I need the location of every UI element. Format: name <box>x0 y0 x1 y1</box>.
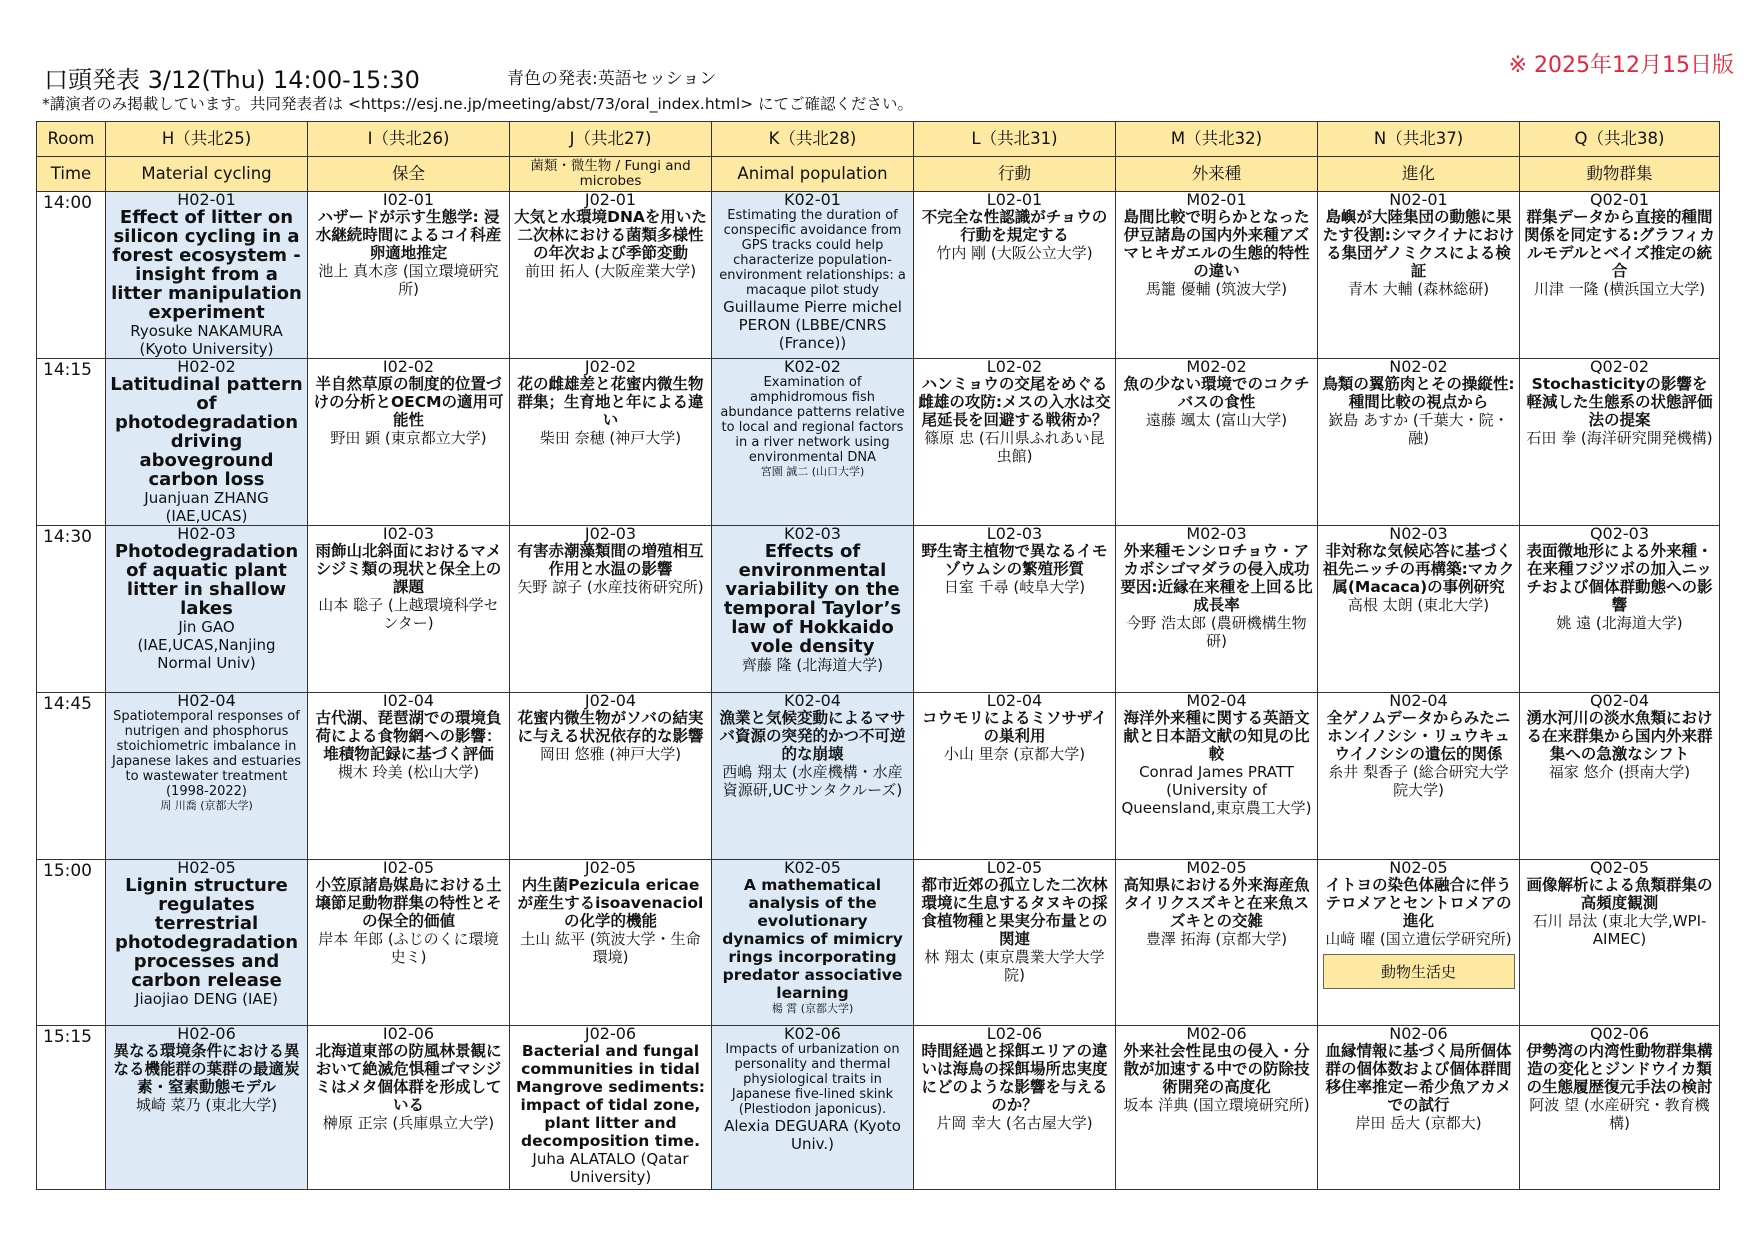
presentation-author: 周 川喬 (京都大学) <box>160 799 253 812</box>
presentation-title: 異なる環境条件における異なる機能群の葉群の最適炭素・窒素動態モデル <box>113 1042 300 1096</box>
presentation-entry <box>1318 693 1519 799</box>
presentation-author: 石川 昂汰 (東北大学,WPI-AIMEC) <box>1532 912 1707 948</box>
presentation-author: 川津 一隆 (横浜国立大学) <box>1533 280 1706 298</box>
presentation-cell <box>712 693 914 860</box>
room-header: K（共北28) <box>712 122 914 157</box>
presentation-id: H02-03 <box>177 525 236 543</box>
presentation-entry <box>1116 860 1317 948</box>
presentation-id: N02-06 <box>1389 1025 1448 1043</box>
presentation-author: 齊藤 隆 (北海道大学) <box>741 656 884 674</box>
presentation-id: N02-05 <box>1389 859 1448 877</box>
presentation-title: 古代湖、琵琶湖での環境負荷による食物網への影響：堆積物記録に基づく評価 <box>315 709 502 763</box>
time-slot: 15:15 <box>37 1026 106 1190</box>
presentation-title: Examination of amphidromous fish abundance patterns relative to local and regional factors in a river network using environmental DNA <box>720 375 905 465</box>
presentation-author: 前田 拓人 (大阪産業大学) <box>524 262 697 280</box>
presentation-entry <box>712 693 913 799</box>
presentation-cell <box>712 526 914 693</box>
presentation-cell <box>914 1026 1116 1190</box>
presentation-author: 土山 紘平 (筑波大学・生命環境) <box>520 930 701 966</box>
presentation-entry <box>308 526 509 632</box>
presentation-id: Q02-05 <box>1589 859 1650 877</box>
presentation-entry <box>106 693 307 812</box>
session-header: 動物群集 <box>1520 157 1720 192</box>
presentation-entry <box>914 860 1115 984</box>
presentation-entry <box>510 693 711 763</box>
presentation-id: J02-01 <box>584 191 637 209</box>
presentation-cell <box>106 1026 308 1190</box>
presentation-id: M02-05 <box>1186 859 1247 877</box>
presentation-title: Spatiotemporal responses of nutrigen and phosphorus stoichiometric imbalance in Japanese lakes and estuaries to wastewater treatment (1998-2022) <box>111 709 302 799</box>
presentation-cell <box>1520 192 1720 359</box>
session-header: Material cycling <box>106 157 308 192</box>
presentation-cell <box>914 192 1116 359</box>
presentation-author: 竹内 剛 (大阪公立大学) <box>936 244 1093 262</box>
presentation-title: Effects of environmental variability on the temporal Taylor’s law of Hokkaido vole density <box>723 541 902 657</box>
presentation-title: 外来種モンシロチョウ・アカボシゴマダラの侵入成功要因:近縁在来種を上回る比成長率 <box>1120 542 1313 614</box>
presentation-id: K02-03 <box>784 525 841 543</box>
presentation-cell <box>106 192 308 359</box>
presentation-cell <box>1116 359 1318 526</box>
presentation-author: 坂本 洋典 (国立環境研究所) <box>1123 1096 1310 1114</box>
presentation-entry <box>1116 359 1317 429</box>
presentation-id: I02-01 <box>382 191 435 209</box>
presentation-cell <box>106 526 308 693</box>
presentation-entry <box>106 192 307 358</box>
presentation-cell <box>510 693 712 860</box>
presentation-title: 小笠原諸島媒島における土壌節足動物群集の特性とその保全的価値 <box>315 876 502 930</box>
presentation-id: N02-02 <box>1389 358 1448 376</box>
presentation-author: Jiaojiao DENG (IAE) <box>135 990 278 1008</box>
presentation-author: 遠藤 颯太 (富山大学) <box>1145 411 1288 429</box>
presentation-title: 魚の少ない環境でのコクチバスの食性 <box>1123 375 1310 411</box>
presentation-cell <box>1116 1026 1318 1190</box>
presentation-cell <box>914 693 1116 860</box>
presentation-entry <box>308 192 509 298</box>
presentation-cell <box>1116 693 1318 860</box>
presentation-author: 槻木 玲美 (松山大学) <box>337 763 480 781</box>
presentation-title: 大気と水環境DNAを用いた二次林における菌類多様性の年次および季節変動 <box>514 208 707 262</box>
room-header-label: Room <box>37 122 106 157</box>
presentation-entry <box>914 192 1115 262</box>
presentation-cell <box>1520 526 1720 693</box>
presentation-title: 半自然草原の制度的位置づけの分析とOECMの適用可能性 <box>313 375 504 429</box>
presentation-id: H02-02 <box>177 358 236 376</box>
presentation-title: Latitudinal pattern of photodegradation driving aboveground carbon loss <box>110 374 303 490</box>
presentation-id: K02-04 <box>784 692 841 710</box>
presentation-author: Jin GAO (IAE,UCAS,Nanjing Normal Univ) <box>137 618 276 672</box>
presentation-cell <box>1116 526 1318 693</box>
presentation-title: 花蜜内微生物がソバの結実に与える状況依存的な影響 <box>517 709 704 745</box>
presentation-cell <box>1318 526 1520 693</box>
presentation-cell <box>1520 1026 1720 1190</box>
presentation-id: Q02-04 <box>1589 692 1650 710</box>
presentation-cell <box>510 192 712 359</box>
presentation-id: H02-05 <box>177 859 236 877</box>
presentation-id: K02-05 <box>784 859 841 877</box>
presentation-cell <box>308 1026 510 1190</box>
presentation-entry <box>308 359 509 447</box>
presentation-id: J02-04 <box>584 692 637 710</box>
presentation-author: 姚 遠 (北海道大学) <box>1556 614 1683 632</box>
presentation-author: 林 翔太 (東京農業大学大学院) <box>924 948 1105 984</box>
presentation-title: 表面微地形による外来種・在来種フジツボの加入ニッチおよび個体群動態への影響 <box>1526 542 1713 614</box>
presentation-cell <box>510 359 712 526</box>
presentation-cell <box>712 860 914 1026</box>
presentation-id: Q02-01 <box>1589 191 1650 209</box>
presentation-id: I02-06 <box>382 1025 435 1043</box>
presentation-title: A mathematical analysis of the evolutionary dynamics of mimicry rings incorporating predator associative learning <box>722 876 903 1002</box>
presentation-cell <box>1520 359 1720 526</box>
presentation-author: Conrad James PRATT (University of Queensland,東京農工大学) <box>1121 763 1312 817</box>
presentation-author: 岸田 岳大 (京都大) <box>1355 1114 1482 1132</box>
presentation-entry <box>712 526 913 674</box>
presentation-author: 岸本 年郎 (ふじのくに環境史ミ) <box>318 930 499 966</box>
presentation-title: 伊勢湾の内湾性動物群集構造の変化とジンドウイカ類の生態履歴復元手法の検討 <box>1526 1042 1713 1096</box>
presentation-author: 西嶋 翔太 (水産機構・水産資源研,UCサンタクルーズ) <box>722 763 903 799</box>
presentation-author: 野田 顕 (東京都立大学) <box>330 429 487 447</box>
presentation-id: J02-05 <box>584 859 637 877</box>
presentation-entry <box>106 359 307 525</box>
presentation-entry <box>1318 359 1519 447</box>
presentation-title: 非対称な気候応答に基づく祖先ニッチの再構築:マカク属(Macaca)の事例研究 <box>1322 542 1515 596</box>
presentation-title: 全ゲノムデータからみたニホンイノシシ・リュウキュウイノシシの遺伝的関係 <box>1326 709 1511 763</box>
presentation-title: 画像解析による魚類群集の高頻度観測 <box>1526 876 1713 912</box>
presentation-entry <box>914 359 1115 465</box>
presentation-title: 時間経過と採餌エリアの違いは海鳥の採餌場所忠実度にどのような影響を与えるのか？ <box>921 1042 1108 1114</box>
presentation-title: Photodegradation of aquatic plant litter in shallow lakes <box>114 541 299 619</box>
presentation-entry <box>510 526 711 596</box>
presentation-id: N02-03 <box>1389 525 1448 543</box>
presentation-title: イトヨの染色体融合に伴うテロメアとセントロメアの進化 <box>1325 876 1512 930</box>
presentation-cell <box>914 526 1116 693</box>
presentation-id: M02-03 <box>1186 525 1247 543</box>
presentation-author: 山本 聡子 (上越環境科学センター) <box>318 596 499 632</box>
time-slot: 14:15 <box>37 359 106 526</box>
presentation-cell <box>1318 693 1520 860</box>
presentation-cell <box>106 359 308 526</box>
presentation-entry <box>1318 192 1519 298</box>
presentation-author: 高根 太朗 (東北大学) <box>1347 596 1490 614</box>
presentation-title: Lignin structure regulates terrestrial photodegradation processes and carbon release <box>114 875 299 991</box>
presentation-author: 岡田 悠雅 (神戸大学) <box>539 745 682 763</box>
presentation-entry <box>510 860 711 966</box>
presentation-author: 榊原 正宗 (兵庫県立大学) <box>322 1114 495 1132</box>
presentation-title: 雨飾山北斜面におけるマメシジミ類の現状と保全上の課題 <box>315 542 502 596</box>
english-session-note: 青色の発表:英語セッション <box>507 69 717 89</box>
presentation-id: K02-01 <box>784 191 841 209</box>
presentation-cell <box>1520 693 1720 860</box>
session-header: 保全 <box>308 157 510 192</box>
presentation-cell <box>308 359 510 526</box>
presentation-cell <box>1116 860 1318 1026</box>
presentation-author: 柴田 奈穂 (神戸大学) <box>539 429 682 447</box>
presentation-entry <box>106 526 307 672</box>
presentation-author: Juha ALATALO (Qatar University) <box>532 1150 689 1186</box>
session-header: 菌類・微生物 / Fungi and microbes <box>510 157 712 192</box>
presentation-author: 豊澤 拓海 (京都大学) <box>1145 930 1288 948</box>
presentation-title: 都市近郊の孤立した二次林環境に生息するタヌキの採食植物種と果実分布量との関連 <box>921 876 1108 948</box>
presentation-author: Alexia DEGUARA (Kyoto Univ.) <box>724 1117 901 1153</box>
presentation-title: Impacts of urbanization on personality and thermal physiological traits in Japanese five-lined skink (Plestiodon japonicus). <box>725 1042 900 1117</box>
presentation-title: 有害赤潮藻類間の増殖相互作用と水温の影響 <box>517 542 704 578</box>
presentation-author: 小山 里奈 (京都大学) <box>943 745 1086 763</box>
presentation-entry <box>712 1026 913 1153</box>
coauthor-note: *講演者のみ掲載しています。共同発表者は <https://esj.ne.jp/meeting/abst/73/oral_index.html> にてご確認ください。 <box>42 95 914 113</box>
presentation-title: 漁業と気候変動によるマサバ資源の突発的かつ不可逆的な崩壊 <box>719 709 906 763</box>
presentation-author: 阿波 望 (水産研究・教育機構) <box>1529 1096 1710 1132</box>
presentation-id: M02-02 <box>1186 358 1247 376</box>
presentation-cell <box>712 359 914 526</box>
presentation-id: L02-03 <box>986 525 1043 543</box>
presentation-entry <box>712 860 913 1015</box>
presentation-id: L02-04 <box>986 692 1043 710</box>
presentation-id: I02-03 <box>382 525 435 543</box>
presentation-cell <box>106 693 308 860</box>
presentation-cell <box>914 860 1116 1026</box>
presentation-id: L02-02 <box>986 358 1043 376</box>
presentation-cell <box>510 860 712 1026</box>
presentation-id: Q02-02 <box>1589 358 1650 376</box>
presentation-cell <box>914 359 1116 526</box>
room-header: H（共北25) <box>106 122 308 157</box>
presentation-title: コウモリによるミソサザイの巣利用 <box>922 709 1107 745</box>
presentation-id: H02-06 <box>177 1025 236 1043</box>
presentation-author: 馬籠 優輔 (筑波大学) <box>1145 280 1288 298</box>
room-header: N（共北37) <box>1318 122 1520 157</box>
presentation-entry <box>914 693 1115 763</box>
session-header: 外来種 <box>1116 157 1318 192</box>
presentation-author: Juanjuan ZHANG (IAE,UCAS) <box>144 489 269 525</box>
presentation-title: ハザードが示す生態学: 浸水継続時間によるコイ科産卵適地推定 <box>315 208 502 262</box>
presentation-cell <box>308 192 510 359</box>
presentation-title: 内生菌Pezicula ericaeが産生するisoavenaciolの化学的機能 <box>517 876 704 930</box>
presentation-entry <box>1318 860 1519 989</box>
presentation-id: I02-04 <box>382 692 435 710</box>
presentation-author: 日室 千尋 (岐阜大学) <box>943 578 1086 596</box>
time-header-label: Time <box>37 157 106 192</box>
room-header: I（共北26) <box>308 122 510 157</box>
presentation-cell <box>712 192 914 359</box>
presentation-id: L02-06 <box>986 1025 1043 1043</box>
presentation-entry <box>510 192 711 280</box>
session-header: 進化 <box>1318 157 1520 192</box>
presentation-entry <box>712 192 913 352</box>
presentation-cell <box>510 526 712 693</box>
presentation-entry <box>1318 526 1519 614</box>
presentation-entry <box>712 359 913 478</box>
presentation-entry <box>1520 192 1719 298</box>
presentation-entry <box>1116 1026 1317 1114</box>
presentation-cell <box>1318 1026 1520 1190</box>
presentation-entry <box>1520 1026 1719 1132</box>
presentation-id: N02-04 <box>1389 692 1448 710</box>
presentation-entry <box>914 1026 1115 1132</box>
presentation-entry <box>106 860 307 1008</box>
presentation-author: 石田 拳 (海洋研究開発機構) <box>1526 429 1713 447</box>
presentation-cell <box>1318 860 1520 1026</box>
presentation-author: 今野 浩太郎 (農研機構生物研) <box>1126 614 1307 650</box>
presentation-entry <box>308 1026 509 1132</box>
presentation-id: J02-06 <box>584 1025 637 1043</box>
presentation-entry <box>1520 359 1719 447</box>
presentation-entry <box>106 1026 307 1114</box>
presentation-cell <box>308 860 510 1026</box>
presentation-title: Effect of litter on silicon cycling in a forest ecosystem - insight from a litter manipulation experiment <box>111 207 302 323</box>
presentation-title: ハンミョウの交尾をめぐる雌雄の攻防:メスの入水は交尾延長を回避する戦術か？ <box>918 375 1111 429</box>
presentation-entry <box>1116 526 1317 650</box>
presentation-title: 島嶼が大陸集団の動態に果たす役割:シマクイナにおける集団ゲノミクスによる検証 <box>1322 208 1515 280</box>
presentation-title: 島間比較で明らかとなった伊豆諸島の国内外来種アズマヒキガエルの生態的特性の違い <box>1123 208 1310 280</box>
presentation-author: 糸井 梨香子 (総合研究大学院大学) <box>1328 763 1509 799</box>
presentation-author: Ryosuke NAKAMURA (Kyoto University) <box>130 322 283 358</box>
presentation-id: M02-01 <box>1186 191 1247 209</box>
page-title: 口頭発表 3/12(Thu) 14:00-15:30 <box>44 66 420 94</box>
presentation-cell <box>712 1026 914 1190</box>
presentation-id: N02-01 <box>1389 191 1448 209</box>
presentation-title: 不完全な性認識がチョウの行動を規定する <box>921 208 1108 244</box>
presentation-title: 海洋外来種に関する英語文献と日本語文献の知見の比較 <box>1123 709 1310 763</box>
presentation-entry <box>510 359 711 447</box>
presentation-title: 北海道東部の防風林景観において絶滅危惧種ゴマシジミはメタ個体群を形成している <box>315 1042 502 1114</box>
presentation-author: 山﨑 曜 (国立遺伝学研究所) <box>1325 930 1512 948</box>
presentation-author: 宮園 誠二 (山口大学) <box>760 465 865 478</box>
time-slot: 15:00 <box>37 860 106 1026</box>
presentation-cell <box>1318 192 1520 359</box>
presentation-id: M02-06 <box>1186 1025 1247 1043</box>
presentation-title: 野生寄主植物で異なるイモゾウムシの繁殖形質 <box>921 542 1108 578</box>
presentation-entry <box>1116 693 1317 817</box>
presentation-entry <box>1520 693 1719 781</box>
presentation-id: M02-04 <box>1186 692 1247 710</box>
presentation-author: 片岡 幸大 (名古屋大学) <box>936 1114 1093 1132</box>
presentation-author: 福家 悠介 (摂南大学) <box>1548 763 1691 781</box>
presentation-title: 湧水河川の淡水魚類における在来群集から国内外来群集への急激なシフト <box>1526 709 1713 763</box>
presentation-id: J02-02 <box>584 358 637 376</box>
presentation-author: 楊 霄 (京都大学) <box>771 1002 854 1015</box>
presentation-entry <box>1520 860 1719 948</box>
time-slot: 14:00 <box>37 192 106 359</box>
presentation-author: 城崎 菜乃 (東北大学) <box>135 1096 278 1114</box>
presentation-author: 篠原 忠 (石川県ふれあい昆虫館) <box>924 429 1105 465</box>
presentation-cell <box>1116 192 1318 359</box>
presentation-cell <box>308 693 510 860</box>
presentation-id: Q02-03 <box>1589 525 1650 543</box>
extra-session-label: 動物生活史 <box>1323 954 1515 989</box>
time-slot: 14:30 <box>37 526 106 693</box>
presentation-cell <box>308 526 510 693</box>
presentation-entry <box>308 860 509 966</box>
presentation-title: 高知県における外来海産魚タイリクスズキと在来魚スズキとの交雑 <box>1123 876 1310 930</box>
time-slot: 14:45 <box>37 693 106 860</box>
presentation-author: 青木 大輔 (森林総研) <box>1347 280 1490 298</box>
presentation-cell <box>510 1026 712 1190</box>
session-header: 行動 <box>914 157 1116 192</box>
presentation-title: Bacterial and fungal communities in tidal Mangrove sediments: impact of tidal zone, plant litter and decomposition time. <box>516 1042 705 1150</box>
presentation-author: 矢野 諒子 (水産技術研究所) <box>517 578 704 596</box>
presentation-title: 鳥類の翼筋肉とその操縦性:種間比較の視点から <box>1322 375 1515 411</box>
presentation-title: 群集データから直接的種間関係を同定する:グラフィカルモデルとベイズ推定の統合 <box>1524 208 1715 280</box>
presentation-entry <box>914 526 1115 596</box>
session-header: Animal population <box>712 157 914 192</box>
presentation-id: I02-02 <box>382 358 435 376</box>
room-header: J（共北27) <box>510 122 712 157</box>
presentation-id: Q02-06 <box>1589 1025 1650 1043</box>
presentation-author: Guillaume Pierre michel PERON (LBBE/CNRS (France)) <box>723 298 902 352</box>
presentation-author: 池上 真木彦 (国立環境研究所) <box>318 262 499 298</box>
presentation-entry <box>308 693 509 781</box>
presentation-id: L02-05 <box>986 859 1043 877</box>
presentation-title: 花の雌雄差と花蜜内微生物群集；生育地と年による違い <box>517 375 704 429</box>
presentation-id: I02-05 <box>382 859 435 877</box>
room-header: Q（共北38) <box>1520 122 1720 157</box>
presentation-id: H02-04 <box>177 692 236 710</box>
presentation-title: Stochasticityの影響を軽減した生態系の状態評価法の提案 <box>1526 375 1713 429</box>
presentation-cell <box>106 860 308 1026</box>
presentation-entry <box>510 1026 711 1186</box>
presentation-entry <box>1116 192 1317 298</box>
version-label: ※ 2025年12月15日版 <box>1508 53 1734 78</box>
presentation-id: K02-02 <box>784 358 841 376</box>
room-header: L（共北31) <box>914 122 1116 157</box>
presentation-cell <box>1520 860 1720 1026</box>
schedule-table <box>36 121 1720 1190</box>
presentation-id: H02-01 <box>177 191 236 209</box>
room-header: M（共北32) <box>1116 122 1318 157</box>
presentation-cell <box>1318 359 1520 526</box>
presentation-title: Estimating the duration of conspecific avoidance from GPS tracks could help characterize population-environment relationships: a macaque pilot study <box>719 208 906 298</box>
presentation-entry <box>1318 1026 1519 1132</box>
presentation-id: J02-03 <box>584 525 637 543</box>
presentation-author: 嶔島 あすか (千葉大・院・融) <box>1328 411 1509 447</box>
presentation-entry <box>1520 526 1719 632</box>
presentation-id: K02-06 <box>784 1025 841 1043</box>
presentation-id: L02-01 <box>986 191 1043 209</box>
presentation-title: 外来社会性昆虫の侵入・分散が加速する中での防除技術開発の高度化 <box>1123 1042 1310 1096</box>
presentation-title: 血縁情報に基づく局所個体群の個体数および個体群間移住率推定ー希少魚アカメでの試行 <box>1325 1042 1512 1114</box>
